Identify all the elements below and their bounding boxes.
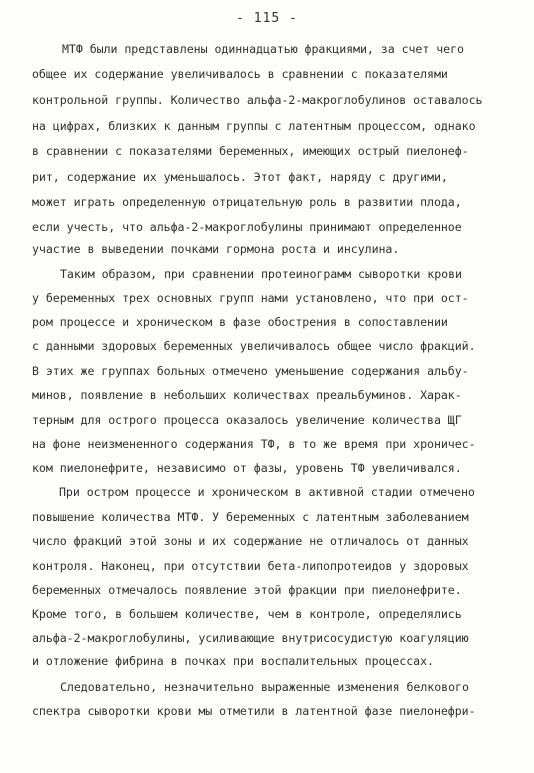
text-line: с данными здоровых беременных увеличивалось общее число фракций.	[32, 339, 476, 353]
text-line: рит, содержание их уменьшалось. Этот факт, наряду с другими,	[32, 170, 448, 184]
text-line: спектра сыворотки крови мы отметили в латентной фазе пиелонефри-	[32, 704, 476, 718]
text-line: если учесть, что альфа-2-макроглобулины принимают определенное	[32, 220, 462, 234]
text-line: ком пиелонефрите, независимо от фазы, уровень ТФ увеличивался.	[32, 461, 462, 475]
text-line: на фоне неизмененного содержания ТФ, в то же время при хроничес-	[32, 437, 476, 451]
page-number: - 115 -	[236, 11, 298, 26]
text-line: число фракций этой зоны и их содержание не отличалось от данных	[32, 534, 469, 548]
text-line: Следовательно, незначительно выраженные изменения белкового	[60, 680, 469, 694]
text-line: Кроме того, в большем количестве, чем в контроле, определялись	[32, 607, 462, 621]
text-line: и отложение фибрина в почках при воспалительных процессах.	[32, 654, 434, 668]
text-line: альфа-2-макроглобулины, усиливающие внутрисосудистую коагуляцию	[32, 631, 469, 645]
text-line: на цифрах, близких к данным группы с латентным процессом, однако	[32, 119, 476, 133]
text-line: общее их содержание увеличивалось в сравнении с показателями	[32, 67, 448, 81]
text-line: у беременных трех основных групп нами установлено, что при ост-	[32, 291, 469, 305]
text-line: минов, появление в небольших количествах преальбуминов. Харак-	[32, 388, 462, 402]
text-line: участие в выведении почками гормона роста и инсулина.	[32, 242, 400, 256]
text-line: в сравнении с показателями беременных, имеющих острый пиелонеф-	[32, 144, 469, 158]
text-line: повышение количества МТФ. У беременных с латентным заболеванием	[32, 510, 469, 524]
text-line: В этих же группах больных отмечено уменьшение содержания альбу-	[32, 364, 469, 378]
text-line: При остром процессе и хроническом в активной стадии отмечено	[59, 485, 475, 499]
text-line: беременных отмечалось появление этой фракции при пиелонефрите.	[32, 583, 462, 597]
text-line: может играть определенную отрицательную роль в развитии плода,	[32, 195, 462, 209]
text-line: терным для острого процесса оказалось увеличение количества ЩГ	[32, 413, 462, 427]
text-line: контроля. Наконец, при отсутствии бета-липопротеидов у здоровых	[32, 559, 469, 573]
text-line: МТФ были представлены одиннадцатью фракциями, за счет чего	[62, 42, 464, 56]
text-line: ром процессе и хроническом в фазе обострения в сопоставлении	[32, 315, 448, 329]
text-line: контрольной группы. Количество альфа-2-макроглобулинов оставалось	[32, 93, 483, 107]
text-line: Таким образом, при сравнении протеинограмм сыворотки крови	[60, 267, 462, 281]
